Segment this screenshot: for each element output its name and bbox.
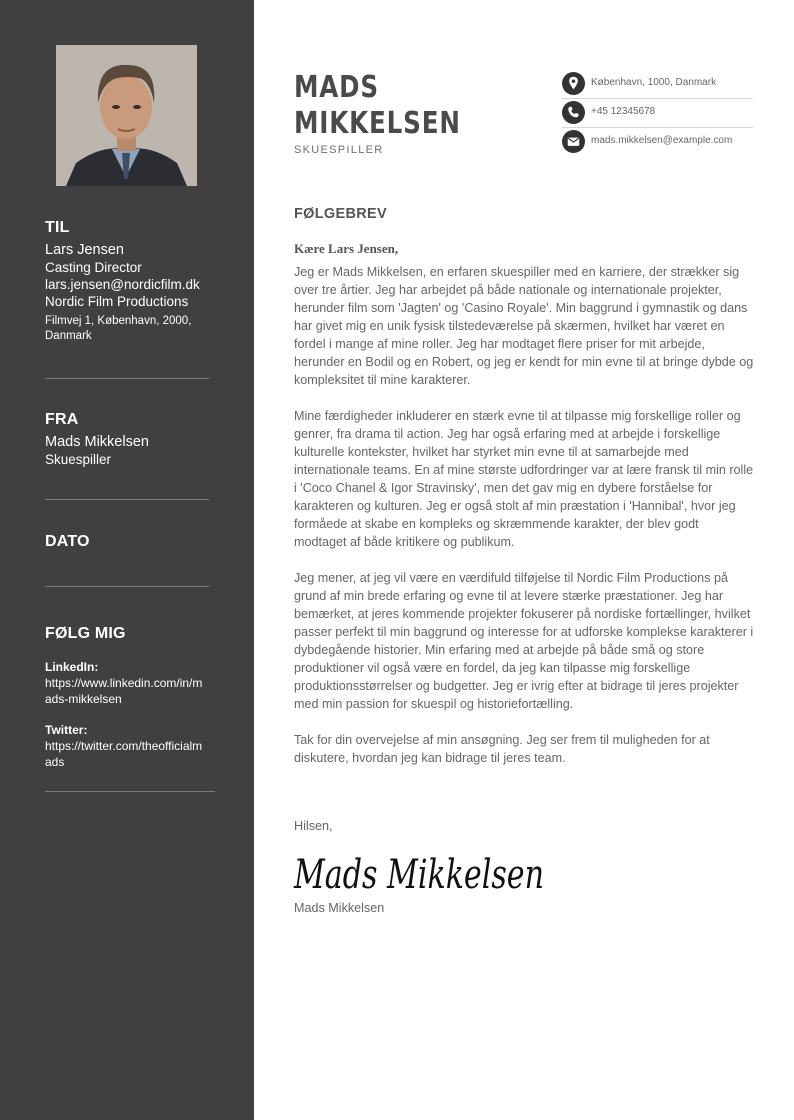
applicant-title: SKUESPILLER — [294, 144, 384, 156]
closing-text: Hilsen, — [294, 819, 333, 833]
linkedin-label: LinkedIn: — [45, 660, 99, 674]
recipient-name: Lars Jensen — [45, 242, 124, 258]
sidebar-divider — [45, 499, 209, 500]
recipient-company: Nordic Film Productions — [45, 294, 189, 309]
contact-divider — [562, 98, 753, 99]
address-text: København, 1000, Danmark — [591, 77, 717, 88]
letter-paragraph: Mine færdigheder inkluderer en stærk evne til at tilpasse mig forskellige roller og genrer, fra drama til action. Jeg har også erfaring med at arbejde i forskellige kulturelle kontekster, hvilket har styrket min evne til at samarbejde med internationale teams. En af mine største udfordringer var at lære fransk til min rolle i 'Coco Chanel & Igor Stravinsky', men det gav mig en dybere forståelse for karakteren og kulturen. Jeg er også stolt af min præstation i 'Hannibal', hvor jeg formåede at skabe en kompleks og skræmmende karakter, der blev godt modtaget af både kritikere og publikum. — [294, 409, 754, 549]
applicant-name — [294, 70, 461, 142]
date-heading: DATO — [45, 533, 90, 550]
linkedin-link[interactable]: https://www.linkedin.com/in/mads-mikkelsen — [45, 676, 203, 706]
signature-script: Mads Mikkelsen — [293, 852, 544, 898]
name-line-1: MADS — [294, 70, 379, 105]
contact-divider — [562, 127, 753, 128]
letter-paragraph: Tak for din overvejelse af min ansøgning. Jeg ser frem til muligheden for at diskutere, hvordan jeg kan bidrage til jeres team. — [294, 733, 710, 765]
twitter-label: Twitter: — [45, 723, 88, 737]
recipient-email[interactable]: lars.jensen@nordicfilm.dk — [45, 277, 200, 292]
letter-heading: FØLGEBREV — [294, 206, 387, 222]
contact-phone — [562, 101, 753, 125]
profile-photo — [56, 45, 197, 186]
sidebar — [0, 0, 254, 1120]
recipient-role: Casting Director — [45, 260, 142, 275]
sidebar-divider — [45, 791, 215, 792]
contact-email — [562, 130, 753, 154]
sender-section — [45, 410, 215, 468]
letter-paragraph: Jeg er Mads Mikkelsen, en erfaren skuespiller med en karriere, der strækker sig over tre årtier. Jeg har arbejdet på både nationale og internationale projekter, herunder film som 'Jagten' og 'Casino Royale'. Min baggrund i gymnastik og dans har givet mig en unik fysisk tilstedeværelse på skærmen, hvilket har været en fordel i mange af mine roller. Jeg har modtaget flere priser for mit arbejde, herunder en Bodil og en Robert, og jeg er kendt for min evne til at bringe dybde og kompleksitet til mine karakterer. — [294, 265, 754, 387]
letter-paragraph: Jeg mener, at jeg vil være en værdifuld tilføjelse til Nordic Film Productions på grund af min brede erfaring og evne til at levere stærke præstationer. Jeg har bemærket, at jeres kommende projekter fokuserer på nordiske fortællinger, hvilket passer perfekt til min baggrund og interesse for at udforske komplekse karakterer i dybdegående historier. Min erfaring med at arbejde på både små og store produktioner vil også være en fordel, da jeg kan tilpasse mig forskellige produktionsstørrelser og budgetter. Jeg er ivrig efter at bidrage til jeres projekter med min passion for skuespil og historiefortælling. — [294, 571, 754, 711]
location-pin-icon — [562, 72, 585, 95]
signature — [292, 846, 550, 902]
recipient-address: Filmvej 1, København, 2000, Danmark — [45, 315, 192, 342]
signer-name: Mads Mikkelsen — [294, 901, 385, 915]
portrait-illustration — [56, 45, 197, 186]
sender-heading: FRA — [45, 411, 79, 428]
envelope-icon — [562, 130, 585, 153]
sidebar-divider — [45, 378, 209, 379]
sender-role: Skuespiller — [45, 452, 112, 467]
salutation: Kære Lars Jensen, — [294, 241, 399, 256]
recipient-section — [45, 218, 215, 344]
sender-name: Mads Mikkelsen — [45, 434, 149, 450]
recipient-heading: TIL — [45, 219, 70, 236]
social-section — [45, 624, 215, 770]
name-line-2: MIKKELSEN — [294, 106, 461, 141]
phone-text[interactable]: +45 12345678 — [591, 106, 656, 117]
phone-icon — [562, 101, 585, 124]
contact-address — [562, 72, 753, 96]
twitter-link[interactable]: https://twitter.com/theofficialmads — [45, 739, 203, 769]
date-section — [45, 532, 215, 552]
social-heading: FØLG MIG — [45, 625, 126, 642]
email-text[interactable]: mads.mikkelsen@example.com — [591, 135, 733, 146]
sidebar-divider — [45, 586, 209, 587]
